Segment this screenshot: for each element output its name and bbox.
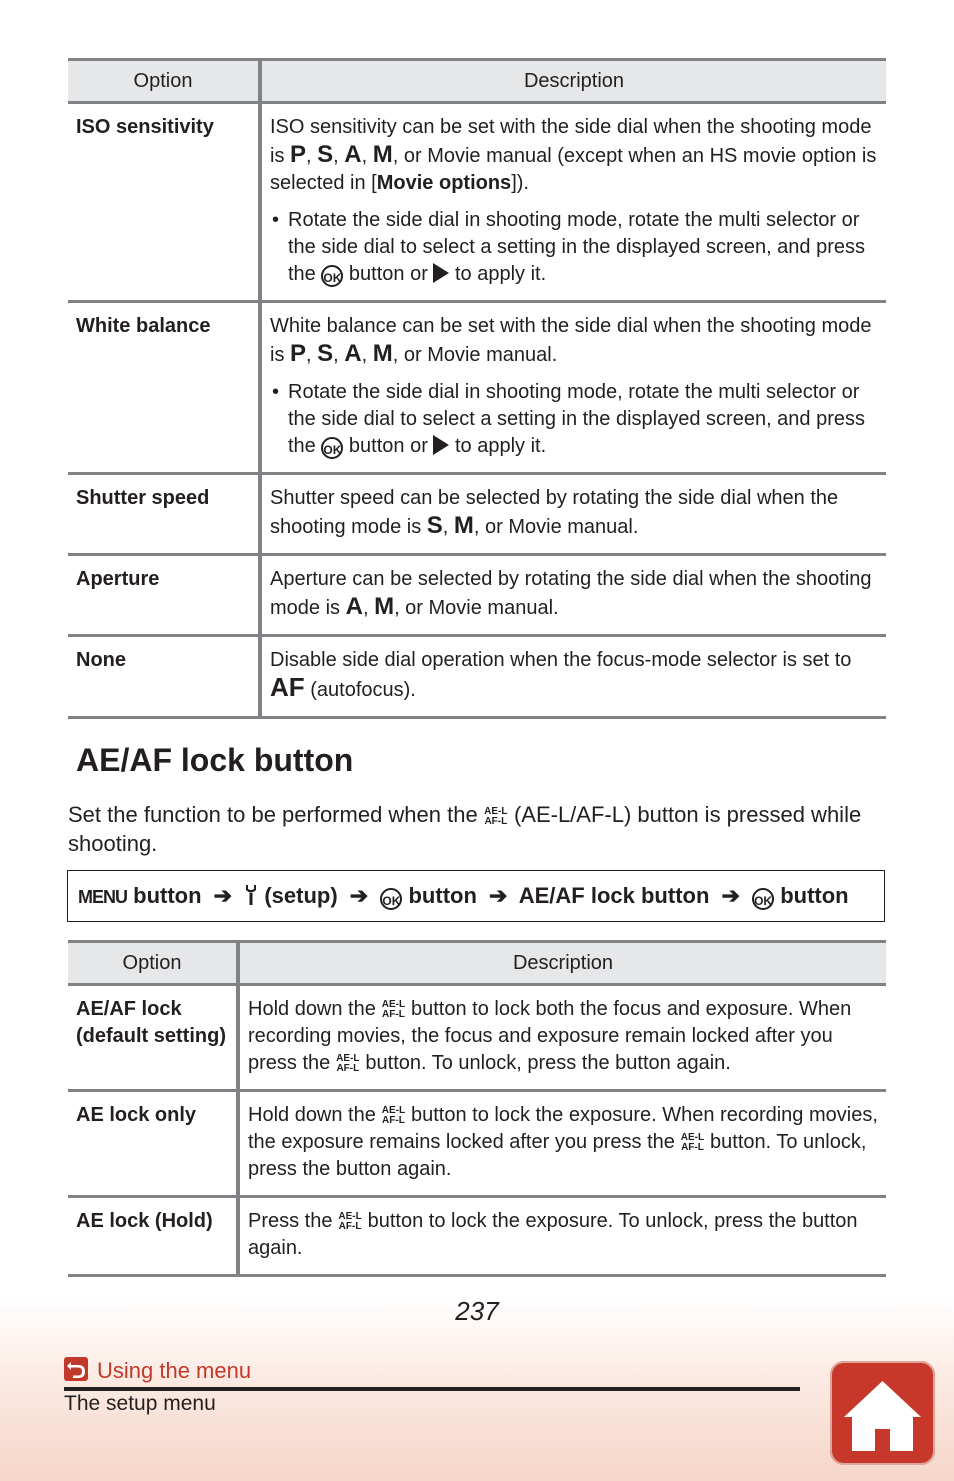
mode-p-icon: P (290, 340, 307, 367)
arrow-icon: ➔ (213, 883, 233, 908)
mode-m-icon: M (453, 512, 474, 539)
option-name: ISO sensitivity (68, 103, 260, 302)
side-dial-options-table (68, 58, 886, 719)
ae-af-lock-icon: AE-L AF-L (484, 806, 508, 827)
autofocus-icon: AF (270, 672, 305, 702)
option-name: AE lock (Hold) (68, 1197, 238, 1276)
mode-a-icon: A (344, 340, 362, 367)
list-item: • Rotate the side dial in shooting mode, rotate the multi selector or the side dial to select a setting in the displayed screen, and press the OK button or to apply it. (288, 379, 878, 460)
ok-button-icon: OK (321, 265, 343, 287)
option-column-header: Option (68, 60, 260, 103)
option-description: Hold down the AE-L AF-L button to lock the exposure. When recording movies, the exposure remains locked after you press the AE-L AF-L button. To unlock, press the button again. (238, 1091, 886, 1197)
using-the-menu-link[interactable]: Using the menu (97, 1358, 252, 1383)
option-description: Shutter speed can be selected by rotating the side dial when the shooting mode is S, M, or Movie manual. (260, 474, 886, 555)
mode-a-icon: A (345, 593, 363, 620)
table-header-row (68, 60, 886, 103)
table-row (68, 1091, 886, 1197)
option-name: White balance (68, 302, 260, 474)
option-description: ISO sensitivity can be set with the side dial when the shooting mode is P, S, A, M, or Movie manual (except when an HS movie option is selected in [Movie options]). • Rotate the side dial in shooting mode, rotate the multi selector or the side dial to select a setting in the displayed screen, and press the OK button or to apply it. (260, 103, 886, 302)
option-description: Disable side dial operation when the focus-mode selector is set to AF (autofocus). (260, 636, 886, 718)
option-name: Aperture (68, 555, 260, 636)
ok-button-icon: OK (380, 888, 402, 910)
section-intro: Set the function to be performed when the AE-L AF-L (AE-L/AF-L) button is pressed while shooting. (68, 802, 862, 856)
description-column-header: Description (238, 942, 886, 985)
option-name: AE/AF lock (default setting) (68, 985, 238, 1091)
option-column-header: Option (68, 942, 238, 985)
arrow-icon: ➔ (489, 883, 508, 908)
option-name: None (68, 636, 260, 718)
table-row (68, 302, 886, 474)
home-icon (830, 1452, 935, 1469)
mode-s-icon: S (317, 141, 334, 168)
option-name: Shutter speed (68, 474, 260, 555)
mode-p-icon: P (290, 141, 307, 168)
ae-af-lock-icon: AE-L AF-L (381, 1105, 406, 1126)
table-header-row (68, 942, 886, 985)
page-number: 237 (455, 1296, 499, 1326)
wrench-icon (244, 883, 264, 908)
table-row (68, 1197, 886, 1276)
description-column-header: Description (260, 60, 886, 103)
option-description: Press the AE-L AF-L button to lock the exposure. To unlock, press the button again. (238, 1197, 886, 1276)
mode-m-icon: M (372, 340, 393, 367)
table-row (68, 985, 886, 1091)
table-row (68, 103, 886, 302)
menu-icon: MENU (78, 887, 127, 907)
mode-s-icon: S (317, 340, 334, 367)
table-row (68, 636, 886, 718)
table-row (68, 555, 886, 636)
right-arrow-icon (433, 435, 449, 455)
mode-m-icon: M (372, 141, 393, 168)
section-title: AE/AF lock button (76, 742, 354, 778)
table-row (68, 474, 886, 555)
option-name: AE lock only (68, 1091, 238, 1197)
option-description: White balance can be set with the side dial when the shooting mode is P, S, A, M, or Movie manual. • Rotate the side dial in shooting mode, rotate the multi selector or the side dial to select a setting in the displayed screen, and press the OK button or to apply it. (260, 302, 886, 474)
ok-button-icon: OK (752, 888, 774, 910)
footer-subtitle: The setup menu (64, 1392, 216, 1415)
menu-path: MENU button ➔ (setup) ➔ OK button ➔ AE/AF lock button ➔ OK button (67, 870, 885, 922)
ae-af-lock-icon: AE-L AF-L (336, 1053, 360, 1074)
ae-af-lock-icon: AE-L AF-L (338, 1211, 362, 1232)
back-arrow-icon[interactable] (64, 1357, 88, 1381)
ok-button-icon: OK (321, 437, 343, 459)
mode-m-icon: M (374, 593, 395, 620)
option-description: Aperture can be selected by rotating the side dial when the shooting mode is A, M, or Movie manual. (260, 555, 886, 636)
right-arrow-icon (433, 263, 449, 283)
ae-af-lock-icon: AE-L AF-L (381, 999, 406, 1020)
option-description: Hold down the AE-L AF-L button to lock both the focus and exposure. When recording movies, the focus and exposure remain locked after you press the AE-L AF-L button. To unlock, press the button again. (238, 985, 886, 1091)
ae-af-lock-icon: AE-L AF-L (680, 1132, 705, 1153)
arrow-icon: ➔ (349, 883, 369, 908)
mode-a-icon: A (344, 141, 362, 168)
ae-af-lock-options-table (68, 940, 886, 1277)
arrow-icon: ➔ (721, 883, 740, 908)
footer-divider (64, 1387, 800, 1391)
mode-s-icon: S (426, 512, 443, 539)
home-button[interactable] (830, 1361, 935, 1465)
list-item: • Rotate the side dial in shooting mode, rotate the multi selector or the side dial to select a setting in the displayed screen, and press the OK button or to apply it. (288, 207, 878, 288)
